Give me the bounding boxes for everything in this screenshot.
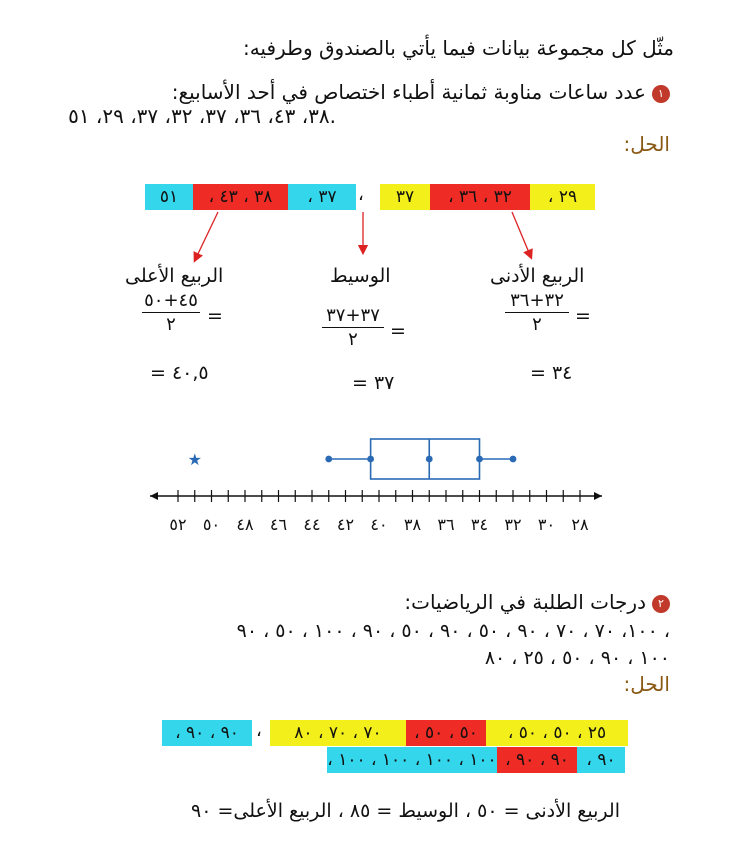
median-label: الوسيط [330,265,391,287]
question-2-badge: ٢ [652,595,670,613]
tick-label: ٤٦ [269,515,288,534]
tick-label: ٣٦ [437,515,455,534]
point-max [325,456,332,463]
equals-sign: = [575,305,591,327]
question-1-badge: ١ [652,85,670,103]
fraction-denominator: ٢ [532,314,542,335]
solution-label-2: الحل: [623,672,670,696]
q2-summary: الربيع الأدنى = ٥٠ ، الوسيط = ٨٥ ، الربيع الأعلى= ٩٠ [191,800,620,822]
strip-segment: ٩٠ ، ٩٠ ، [497,747,577,773]
tick-label: ٢٨ [571,515,589,534]
strip-segment: ٢٩ ، [530,184,595,210]
lower-quartile-fraction [505,290,569,335]
axis-arrow-right [594,492,602,500]
q2-sorted-strip-row1-left [162,720,252,746]
question-2-data-line-1: ١٠٠، ٧٠ ، ٧٠ ، ٩٠ ، ٥٠ ، ٩٠ ، ٥٠ ، ٩٠ ، ١٠٠ ، ٥٠ ، ٩٠ ، [236,620,670,642]
tick-label: ٤٤ [303,515,321,534]
fraction-numerator: ٣٧+٣٧ [322,305,384,328]
axis-arrow-left [150,492,158,500]
strip-separator: ، [256,720,262,741]
tick-label: ٤٠ [370,515,388,534]
tick-label: ٥٠ [202,515,221,534]
question-2-text: درجات الطلبة في الرياضيات: [404,590,646,614]
strip-segment: ٣٨ ، ٤٣ ، [193,184,288,210]
lower-quartile-result: ٣٤ = [530,362,573,384]
strip-segment: ٣٧ [380,184,430,210]
question-2 [404,590,670,614]
question-1-data: ٣٨، ٤٣، ٣٦، ٣٧، ٣٢، ٣٧، ٢٩، ٥١. [68,104,336,128]
question-2-data-line-2: ١٠٠ ، ٩٠ ، ٥٠ ، ٢٥ ، ٨٠ [484,647,670,669]
equals-sign: = [207,305,223,327]
point-q3 [367,456,374,463]
box [371,439,480,479]
strip-segment: ٧٠ ، ٧٠ ، ٨٠ [270,720,406,746]
upper-quartile-result: ٤٠,٥ = [150,362,209,384]
strip-segment: ٩٠ ، [577,747,625,773]
lower-quartile-label: الربيع الأدنى [490,265,585,287]
fraction-denominator: ٢ [348,329,358,350]
median-result: ٣٧ = [352,372,395,394]
strip-segment: ٣٧ ، [288,184,356,210]
strip-separator: ، [358,184,364,205]
tick-label: ٣٠ [537,515,556,534]
page-instruction: مثّل كل مجموعة بيانات فيما يأتي بالصندوق وطرفيه: [242,36,674,60]
pointer-arrows [0,0,756,300]
tick-label: ٣٨ [403,515,422,534]
tick-label: ٣٤ [470,515,489,534]
strip-segment: ٥٠ ، ٥٠ ، [406,720,486,746]
strip-segment: ٢٥ ، ٥٠ ، ٥٠ ، [486,720,628,746]
box-and-whisker-plot [0,430,756,550]
tick-label: ٤٢ [336,515,355,534]
q2-sorted-strip-row2 [327,747,625,773]
median-fraction [322,305,384,350]
upper-quartile-fraction [142,290,200,335]
fraction-numerator: ٤٥+٥٠ [142,290,200,313]
strip-segment: ٣٢ ، ٣٦ ، [430,184,530,210]
fraction-denominator: ٢ [166,314,176,335]
fraction-numerator: ٣٢+٣٦ [505,290,569,313]
tick-label: ٥٢ [169,515,187,534]
question-1-text: عدد ساعات مناوبة ثمانية أطباء اختصاص في أحد الأسابيع: [171,80,646,104]
strip-segment: ٥١ [145,184,193,210]
arrow-lower-quartile [512,212,530,255]
solution-label-1: الحل: [623,132,670,156]
tick-label: ٤٨ [236,515,254,534]
strip-segment: ١٠٠ ، ١٠٠ ، ١٠٠ ، ١٠٠ ، [327,747,497,773]
point-median [426,456,433,463]
strip-segment: ٩٠ ، ٩٠ ، [162,720,252,746]
equals-sign: = [390,320,406,342]
tick-label: ٣٢ [504,515,522,534]
arrow-upper-quartile [196,212,218,258]
q2-sorted-strip-row1-right [270,720,628,746]
point-q1 [476,456,483,463]
outlier-star-icon: ★ [187,450,202,469]
point-min [510,456,517,463]
upper-quartile-label: الربيع الأعلى [125,265,224,287]
